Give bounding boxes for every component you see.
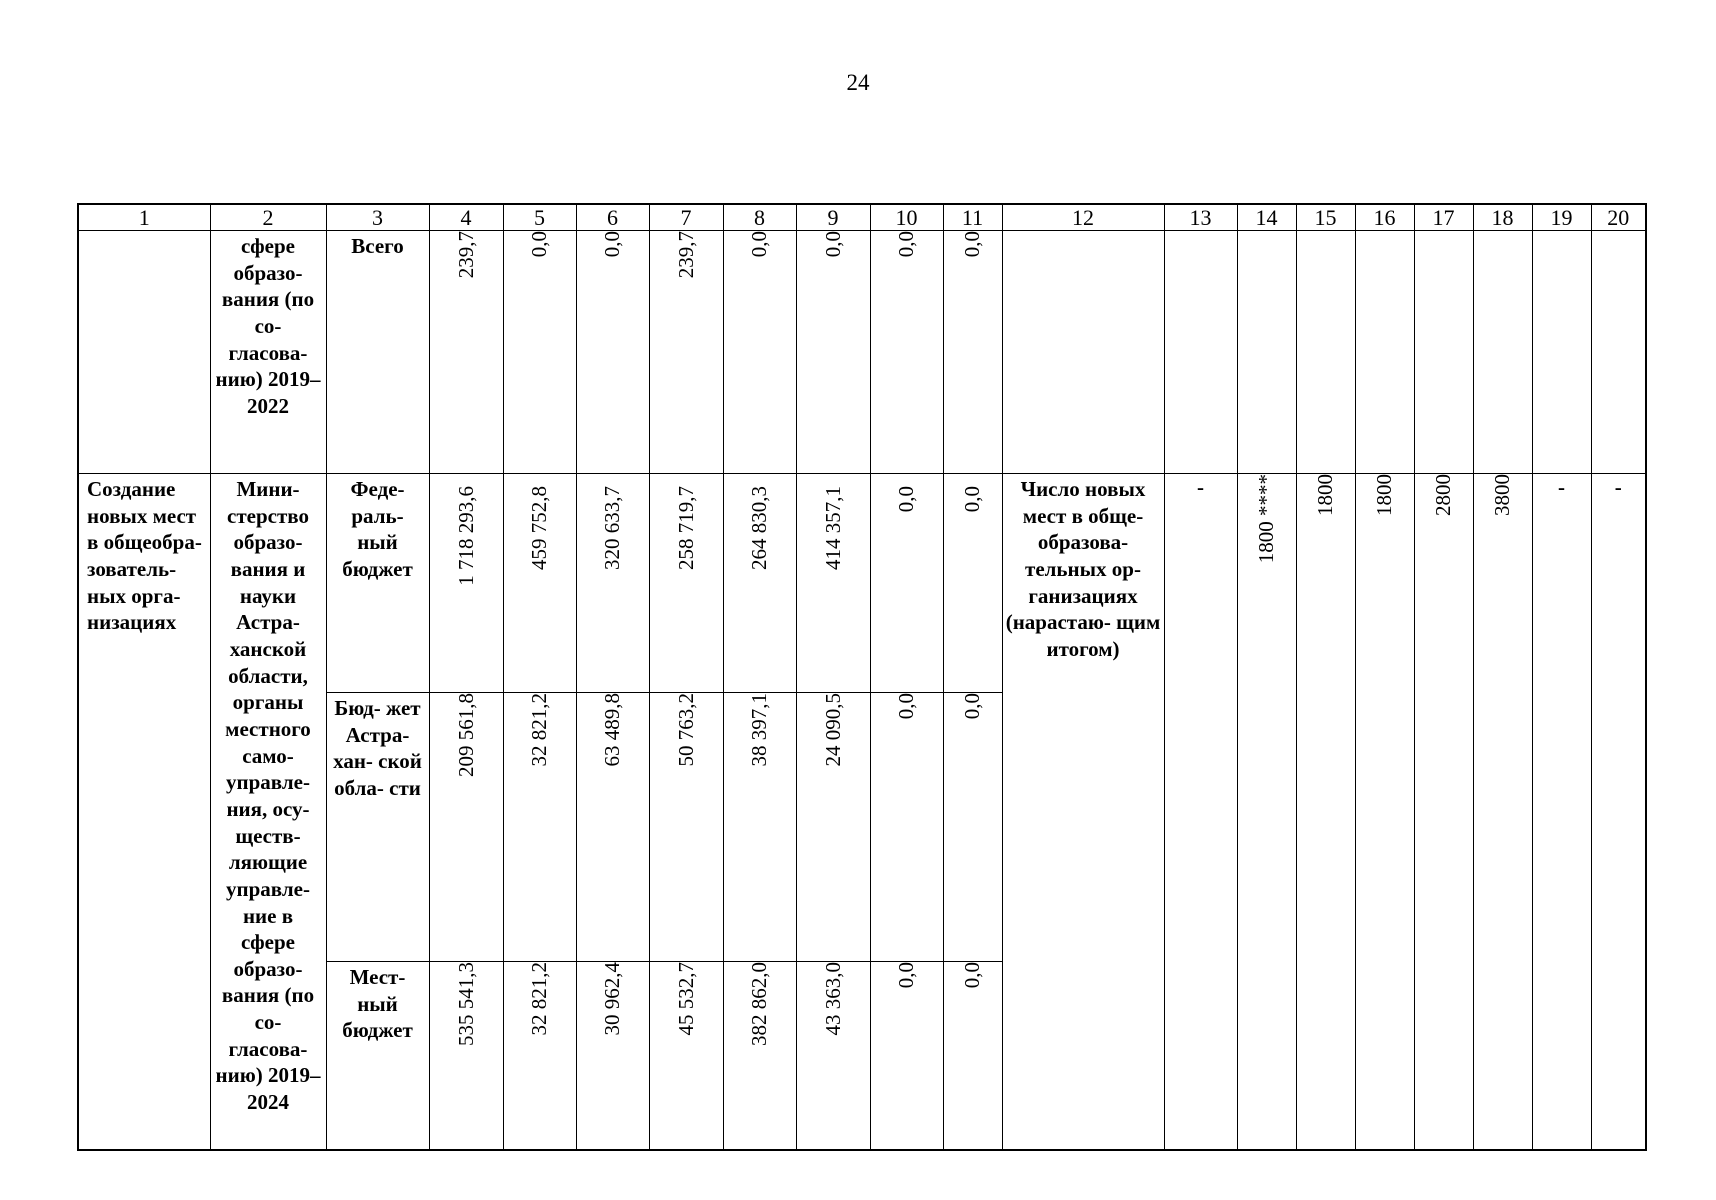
federal-value-col9: 414 357,1 — [796, 474, 870, 693]
column-number-header — [78, 204, 1646, 231]
table-row-federal-budget — [78, 474, 1646, 693]
prev-col19-empty — [1532, 231, 1591, 474]
federal-value-col6: 320 633,7 — [576, 474, 649, 693]
indicator-value-col19: - — [1532, 474, 1591, 1150]
prev-value-col6: 0,0 — [576, 231, 649, 474]
prev-value-col9: 0,0 — [796, 231, 870, 474]
prev-source-cell: Всего — [326, 231, 429, 474]
col-header-16: 16 — [1355, 204, 1414, 231]
indicator-value-col13: - — [1164, 474, 1237, 1150]
prev-col15-empty — [1296, 231, 1355, 474]
federal-value-col10: 0,0 — [870, 474, 943, 693]
local-value-col5: 32 821,2 — [503, 962, 576, 1150]
federal-value-col8: 264 830,3 — [723, 474, 796, 693]
local-value-col6: 30 962,4 — [576, 962, 649, 1150]
indicator-value-col15: 1800 — [1296, 474, 1355, 1150]
local-value-col9: 43 363,0 — [796, 962, 870, 1150]
executor-cell: Мини- стерство образо- вания и науки Астра- ханской области, органы местного само- управле- ния, осу- ществ- ляющие управле- ние в сфере образо- вания (по со- гласова- нию) 2019– 2024 — [210, 474, 326, 1150]
indicator-value-col17: 2800 — [1414, 474, 1473, 1150]
federal-budget-label: Феде- раль- ный бюджет — [326, 474, 429, 693]
indicator-value-col14: 1800 **** — [1237, 474, 1296, 1150]
federal-value-col4: 1 718 293,6 — [429, 474, 503, 693]
col-header-1: 1 — [78, 204, 210, 231]
prev-col20-empty — [1591, 231, 1646, 474]
local-value-col4: 535 541,3 — [429, 962, 503, 1150]
activity-name-cell: Создание новых мест в общеобра- зователь- ных орга- низациях — [78, 474, 210, 1150]
col-header-19: 19 — [1532, 204, 1591, 231]
col-header-15: 15 — [1296, 204, 1355, 231]
local-value-col11: 0,0 — [943, 962, 1002, 1150]
prev-value-col8: 0,0 — [723, 231, 796, 474]
regional-value-col6: 63 489,8 — [576, 693, 649, 962]
local-value-col10: 0,0 — [870, 962, 943, 1150]
federal-value-col11: 0,0 — [943, 474, 1002, 693]
indicator-value-col20: - — [1591, 474, 1646, 1150]
col-header-2: 2 — [210, 204, 326, 231]
regional-value-col8: 38 397,1 — [723, 693, 796, 962]
indicator-value-col16: 1800 — [1355, 474, 1414, 1150]
regional-value-col4: 209 561,8 — [429, 693, 503, 962]
col-header-12: 12 — [1002, 204, 1164, 231]
col-header-5: 5 — [503, 204, 576, 231]
indicator-cell: Число новых мест в обще- образова- тельных ор- ганизациях (нарастаю- щим итогом) — [1002, 474, 1164, 1150]
col-header-9: 9 — [796, 204, 870, 231]
col-header-7: 7 — [649, 204, 723, 231]
prev-col18-empty — [1473, 231, 1532, 474]
table-row-continuation — [78, 231, 1646, 474]
page-number: 24 — [846, 70, 870, 95]
prev-value-col11: 0,0 — [943, 231, 1002, 474]
col-header-14: 14 — [1237, 204, 1296, 231]
col-header-8: 8 — [723, 204, 796, 231]
local-value-col8: 382 862,0 — [723, 962, 796, 1150]
regional-value-col9: 24 090,5 — [796, 693, 870, 962]
col-header-10: 10 — [870, 204, 943, 231]
prev-value-col5: 0,0 — [503, 231, 576, 474]
prev-col13-empty — [1164, 231, 1237, 474]
col-header-20: 20 — [1591, 204, 1646, 231]
local-value-col7: 45 532,7 — [649, 962, 723, 1150]
prev-executor-cell: сфере образо- вания (по со- гласова- нию) 2019– 2022 — [210, 231, 326, 474]
local-budget-label: Мест- ный бюджет — [326, 962, 429, 1150]
regional-value-col11: 0,0 — [943, 693, 1002, 962]
regional-value-col5: 32 821,2 — [503, 693, 576, 962]
prev-col1-empty — [78, 231, 210, 474]
col-header-6: 6 — [576, 204, 649, 231]
prev-value-col4: 239,7 — [429, 231, 503, 474]
regional-value-col10: 0,0 — [870, 693, 943, 962]
regional-budget-label: Бюд- жет Астра- хан- ской обла- сти — [326, 693, 429, 962]
col-header-11: 11 — [943, 204, 1002, 231]
col-header-3: 3 — [326, 204, 429, 231]
prev-col16-empty — [1355, 231, 1414, 474]
program-table — [77, 203, 1647, 1151]
prev-col17-empty — [1414, 231, 1473, 474]
prev-value-col10: 0,0 — [870, 231, 943, 474]
federal-value-col5: 459 752,8 — [503, 474, 576, 693]
col-header-18: 18 — [1473, 204, 1532, 231]
prev-value-col7: 239,7 — [649, 231, 723, 474]
prev-col12-empty — [1002, 231, 1164, 474]
regional-value-col7: 50 763,2 — [649, 693, 723, 962]
col-header-13: 13 — [1164, 204, 1237, 231]
prev-col14-empty — [1237, 231, 1296, 474]
federal-value-col7: 258 719,7 — [649, 474, 723, 693]
col-header-17: 17 — [1414, 204, 1473, 231]
col-header-4: 4 — [429, 204, 503, 231]
indicator-value-col18: 3800 — [1473, 474, 1532, 1150]
